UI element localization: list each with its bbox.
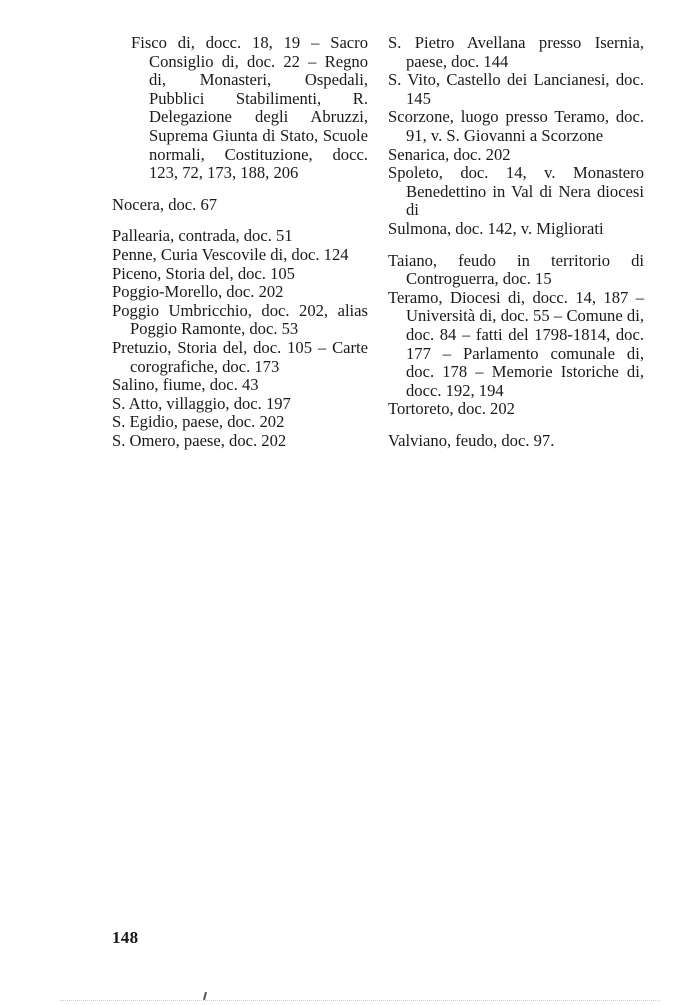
index-entry-tortoreto: Tortoreto, doc. 202: [388, 399, 515, 419]
index-entry-scorzone: Scorzone, luogo presso Teramo, doc. 91, v. S. Giovanni a Scorzone: [388, 107, 644, 145]
index-entry-poggio-morello: Poggio-Morello, doc. 202: [112, 282, 284, 302]
index-entry-sulmona: Sulmona, doc. 142, v. Migliorati: [388, 218, 604, 238]
index-entry-fisco: Fisco di, docc. 18, 19 – Sacro Consiglio di, doc. 22 – Regno di, Monasteri, Ospedali, Pubblici Stabilimenti, R. Delegazione degli Abruzzi, Suprema Giunta di Stato, Scuole normali, Costituzione, docc. 123, 72, 173, 188, 206: [131, 33, 368, 183]
section-gap: [388, 419, 644, 432]
index-entry-teramo: Teramo, Diocesi di, docc. 14, 187 – Università di, doc. 55 – Comune di, doc. 84 – fatti del 1798-1814, doc. 177 – Parlamento comunale di, doc. 178 – Memorie Istoriche di, docc. 192, 194: [388, 287, 644, 400]
index-entry-s-pietro: S. Pietro Avellana presso Isernia, paese, doc. 144: [388, 33, 644, 71]
scan-artifact: [203, 992, 207, 1000]
index-entry-penne: Penne, Curia Vescovile di, doc. 124: [112, 244, 349, 264]
index-entry-spoleto: Spoleto, doc. 14, v. Monastero Benedettino in Val di Nera diocesi di: [388, 163, 644, 220]
index-entry-taiano: Taiano, feudo in territorio di Controguerra, doc. 15: [388, 250, 644, 289]
index-entry-s-egidio: S. Egidio, paese, doc. 202: [112, 412, 285, 432]
index-entry-salino: Salino, fiume, doc. 43: [112, 375, 259, 395]
section-gap: [388, 239, 644, 252]
index-entry-senarica: Senarica, doc. 202: [388, 144, 511, 164]
scan-artifact-dots: [60, 1000, 660, 1002]
index-entry-s-atto: S. Atto, villaggio, doc. 197: [112, 393, 291, 413]
index-entry-s-vito: S. Vito, Castello dei Lancianesi, doc. 145: [388, 70, 644, 108]
index-entry-pallearia: Pallearia, contrada, doc. 51: [112, 226, 293, 246]
index-entry-piceno: Piceno, Storia del, doc. 105: [112, 263, 295, 283]
index-entry-pretuzio: Pretuzio, Storia del, doc. 105 – Carte corografiche, doc. 173: [112, 337, 368, 376]
section-gap: [112, 183, 368, 196]
index-entry-poggio-umbricchio: Poggio Umbricchio, doc. 202, alias Poggio Ramonte, doc. 53: [112, 300, 368, 339]
index-entry-s-omero: S. Omero, paese, doc. 202: [112, 430, 287, 450]
index-column-right: [388, 34, 644, 450]
index-column-left: [112, 34, 368, 450]
index-entry-valviano: Valviano, feudo, doc. 97.: [388, 430, 555, 450]
index-entry-nocera: Nocera, doc. 67: [112, 194, 218, 214]
page-number: 148: [112, 928, 139, 947]
